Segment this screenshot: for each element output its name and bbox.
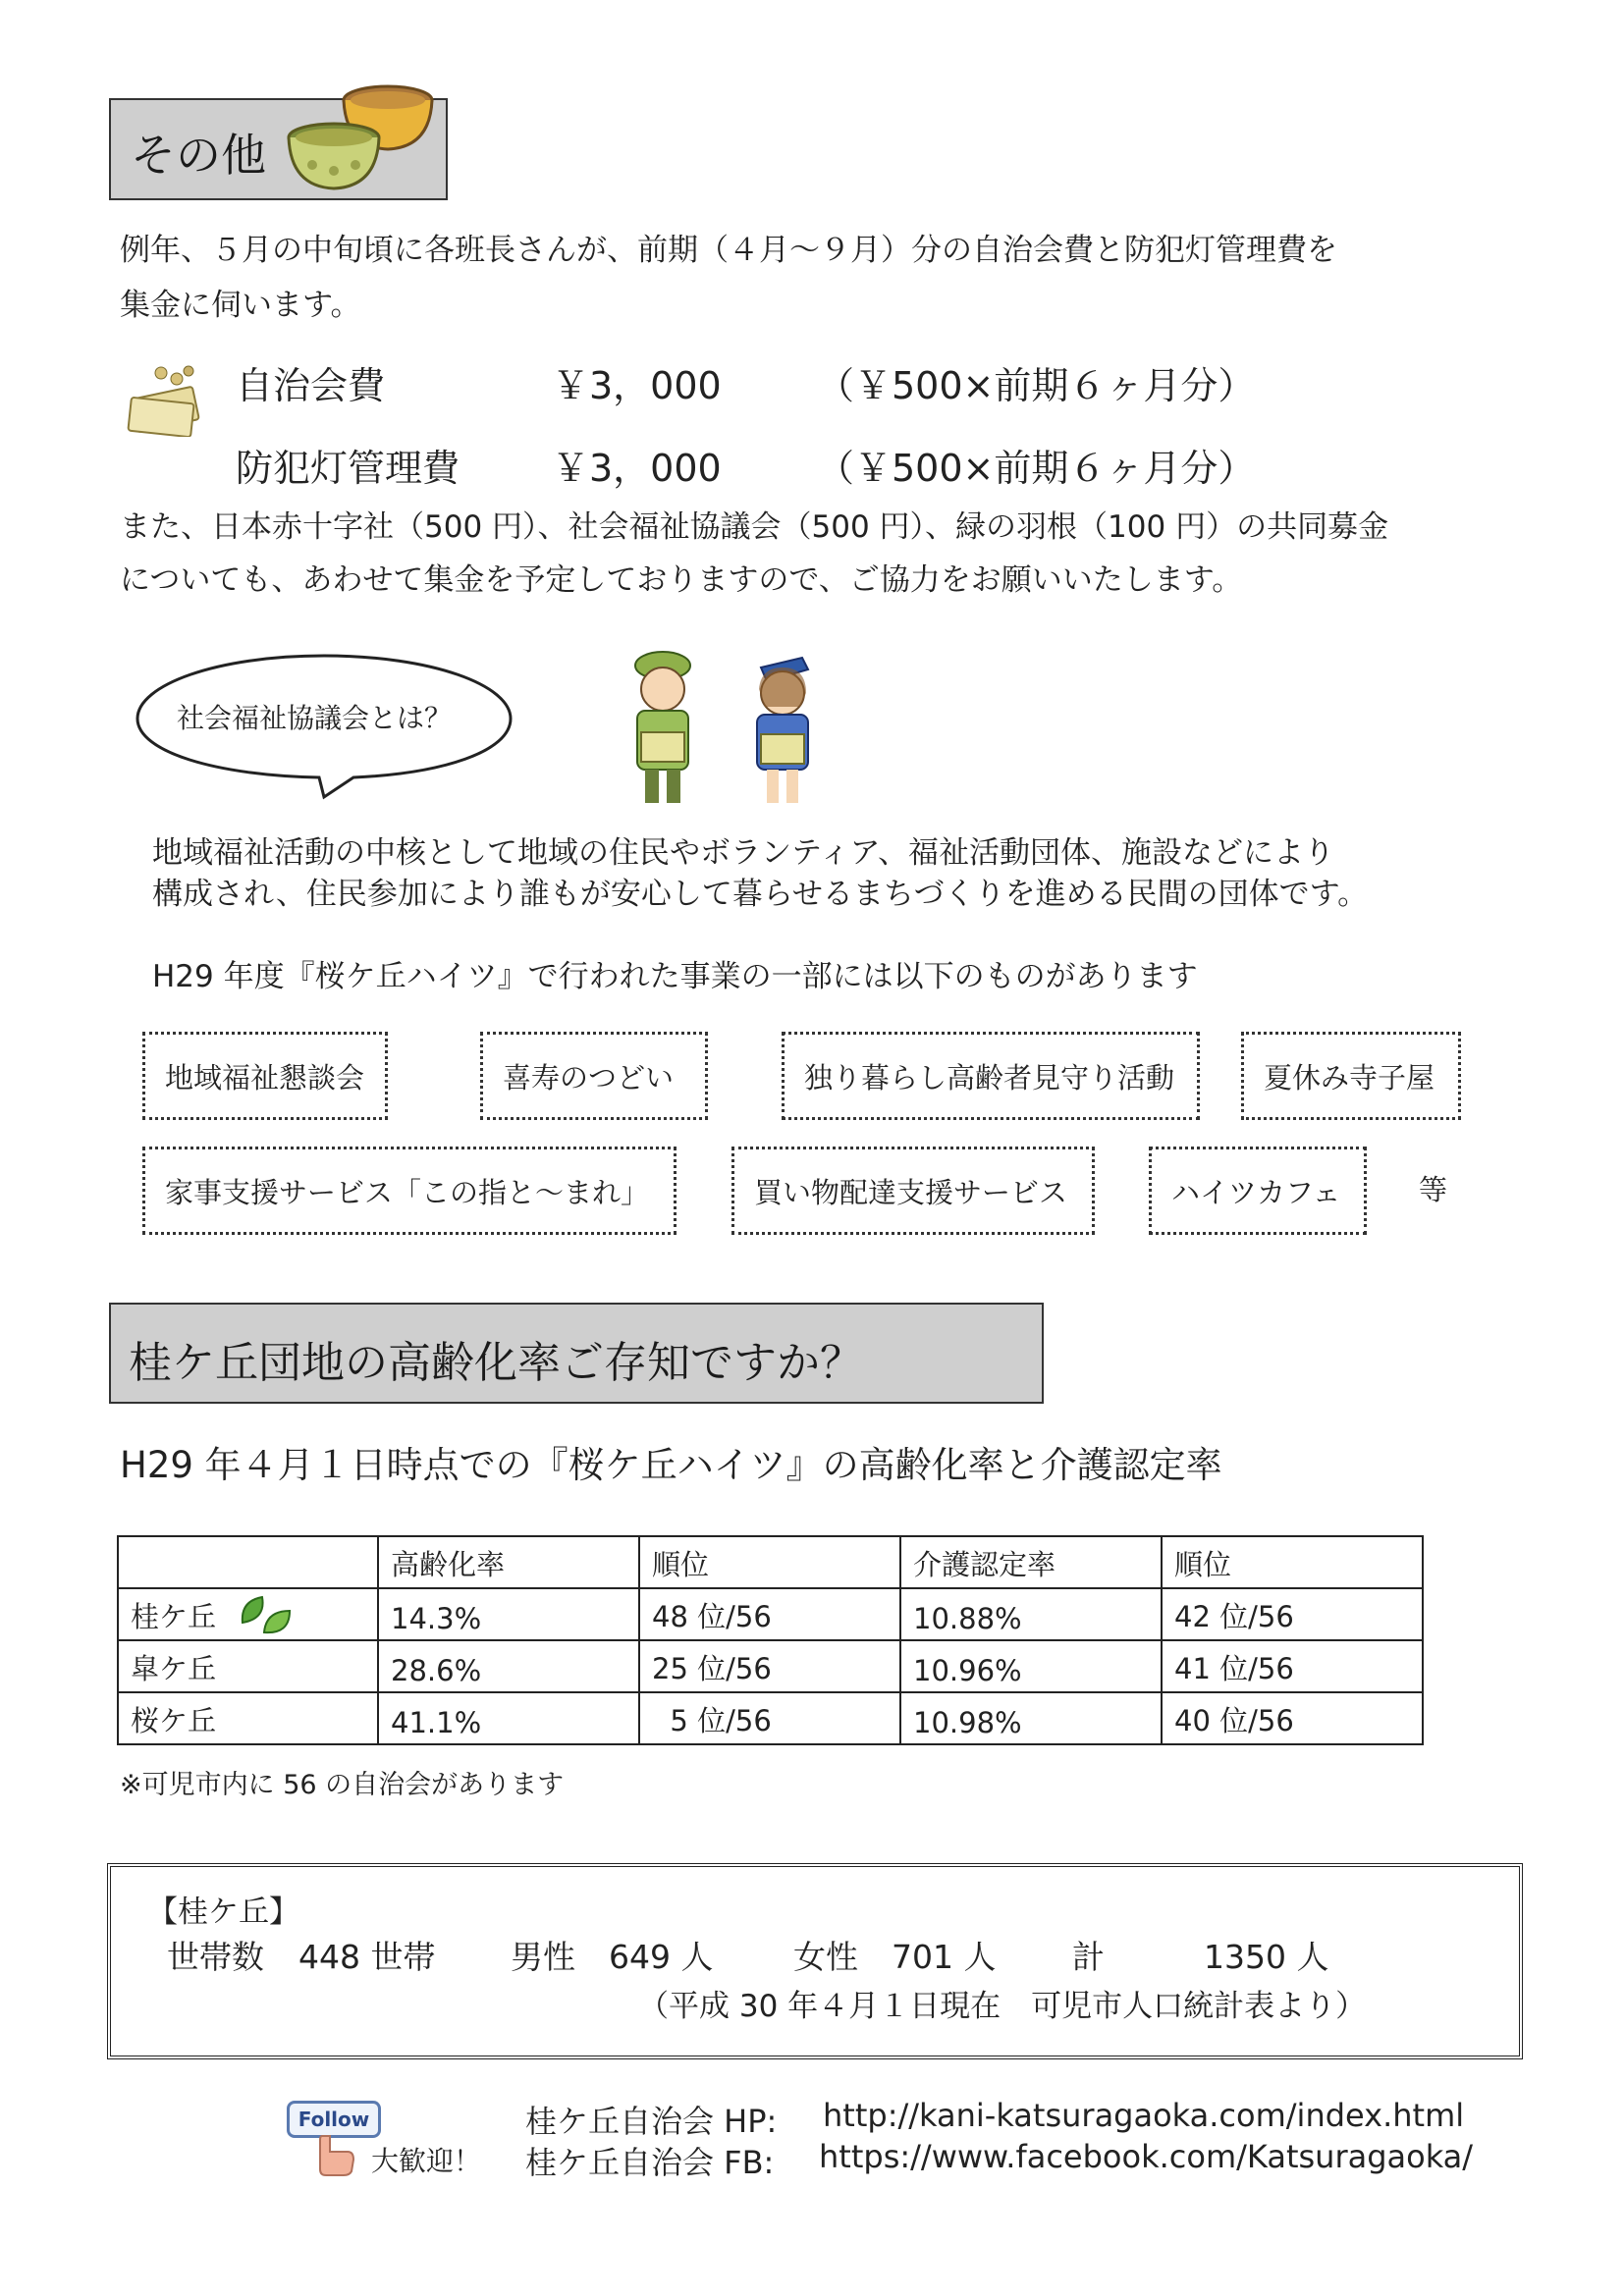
male-value: 649 人 [609, 1938, 714, 1976]
table-row [118, 1692, 1423, 1744]
table-header-cell: 順位 [1162, 1536, 1423, 1588]
table-cell-area: 皐ケ丘 [118, 1640, 378, 1692]
table-header-cell: 介護認定率 [900, 1536, 1162, 1588]
households-label: 世帯数 [167, 1938, 264, 1976]
tea-cups-illustration [285, 69, 442, 196]
households-value: 448 世帯 [298, 1938, 436, 1976]
fee-amount-streetlight: ￥3，000 [552, 447, 722, 490]
bubble-text: 社会福祉協議会とは？ [177, 702, 453, 734]
table-cell: 5 位/56 [639, 1692, 900, 1744]
table-header-cell [118, 1536, 378, 1588]
fee-amount-association: ￥3，000 [552, 364, 722, 407]
event-box: 夏休み寺子屋 [1241, 1032, 1461, 1120]
events-intro: H29 年度『桜ケ丘ハイツ』で行われた事業の一部には以下のものがあります [152, 959, 1198, 994]
fee-label: 自治会費 [236, 364, 386, 407]
section-title-aging: 桂ケ丘団地の高齢化率ご存知ですか？ [129, 1338, 863, 1388]
table-cell: 42 位/56 [1162, 1588, 1423, 1640]
fb-url-link[interactable]: https://www.facebook.com/Katsuragaoka/ [819, 2138, 1474, 2175]
table-row [118, 1588, 1423, 1640]
table-cell: 25 位/56 [639, 1640, 900, 1692]
table-cell: 41 位/56 [1162, 1640, 1423, 1692]
table-cell: 14.3% [378, 1588, 639, 1640]
table-cell: 41.1% [378, 1692, 639, 1744]
table-header-row [118, 1536, 1423, 1588]
section-title-other: その他 [131, 129, 266, 182]
table-footnote: ※可児市内に 56 の自治会があります [120, 1770, 565, 1800]
follow-badge-label: Follow [298, 2108, 370, 2131]
fee-note-association: （￥500×前期６ヶ月分） [817, 364, 1256, 407]
event-box: 喜寿のつどい [480, 1032, 708, 1120]
council-desc-line-1: 地域福祉活動の中核として地域の住民やボランティア、福祉活動団体、施設などにより [152, 835, 1335, 871]
table-cell: 48 位/56 [639, 1588, 900, 1640]
table-cell: 40 位/56 [1162, 1692, 1423, 1744]
fee-row-streetlight [236, 438, 460, 492]
table-cell: 10.88% [900, 1588, 1162, 1640]
table-cell-area: 桂ケ丘 [118, 1588, 378, 1640]
event-box: ハイツカフェ [1149, 1147, 1367, 1235]
population-source: （平成 30 年４月１日現在 可児市人口統計表より） [638, 1989, 1367, 2024]
fee-label: 防犯灯管理費 [236, 447, 460, 490]
event-box: 買い物配達支援サービス [731, 1147, 1095, 1235]
female-value: 701 人 [892, 1938, 997, 1976]
table-row [118, 1640, 1423, 1692]
event-box: 独り暮らし高齢者見守り活動 [782, 1032, 1200, 1120]
events-etc: 等 [1419, 1173, 1448, 1206]
fee-row-association [236, 355, 385, 409]
total-value: 1350 人 [1204, 1938, 1329, 1976]
table-cell: 10.98% [900, 1692, 1162, 1744]
hp-label: 桂ケ丘自治会 HP: [525, 2103, 778, 2140]
table-cell-area: 桜ケ丘 [118, 1692, 378, 1744]
population-heading: 【桂ケ丘】 [147, 1895, 299, 1930]
hp-url-link[interactable]: http://kani-katsuragaoka.com/index.html [823, 2097, 1465, 2134]
fb-label: 桂ケ丘自治会 FB: [525, 2144, 775, 2181]
male-label: 男性 [511, 1938, 575, 1976]
event-box: 地域福祉懇談会 [142, 1032, 388, 1120]
event-box: 家事支援サービス「この指と～まれ」 [142, 1147, 677, 1235]
welcome-text: 大歓迎！ [371, 2145, 482, 2177]
money-illustration [126, 363, 204, 437]
aging-table [117, 1535, 1424, 1745]
female-label: 女性 [793, 1938, 858, 1976]
children-illustration [614, 638, 849, 815]
donation-line-2: についても、あわせて集金を予定しておりますので、ご協力をお願いいたします。 [120, 562, 1243, 598]
aging-subtitle: H29 年４月１日時点での『桜ケ丘ハイツ』の高齢化率と介護認定率 [120, 1444, 1222, 1486]
table-cell: 28.6% [378, 1640, 639, 1692]
table-header-cell: 順位 [639, 1536, 900, 1588]
table-cell: 10.96% [900, 1640, 1162, 1692]
pointing-hand-icon [312, 2132, 357, 2177]
intro-line-1: 例年、５月の中旬頃に各班長さんが、前期（４月～９月）分の自治会費と防犯灯管理費を [120, 233, 1337, 268]
leaf-icon [237, 1593, 296, 1642]
total-label: 計 [1072, 1938, 1105, 1976]
table-header-cell: 高齢化率 [378, 1536, 639, 1588]
fee-note-streetlight: （￥500×前期６ヶ月分） [817, 447, 1256, 490]
donation-line-1: また、日本赤十字社（500 円）、社会福祉協議会（500 円）、緑の羽根（100 円）の共同募金 [120, 509, 1389, 545]
council-desc-line-2: 構成され、住民参加により誰もが安心して暮らせるまちづくりを進める民間の団体です。 [152, 877, 1369, 912]
intro-line-2: 集金に伺います。 [120, 288, 361, 323]
